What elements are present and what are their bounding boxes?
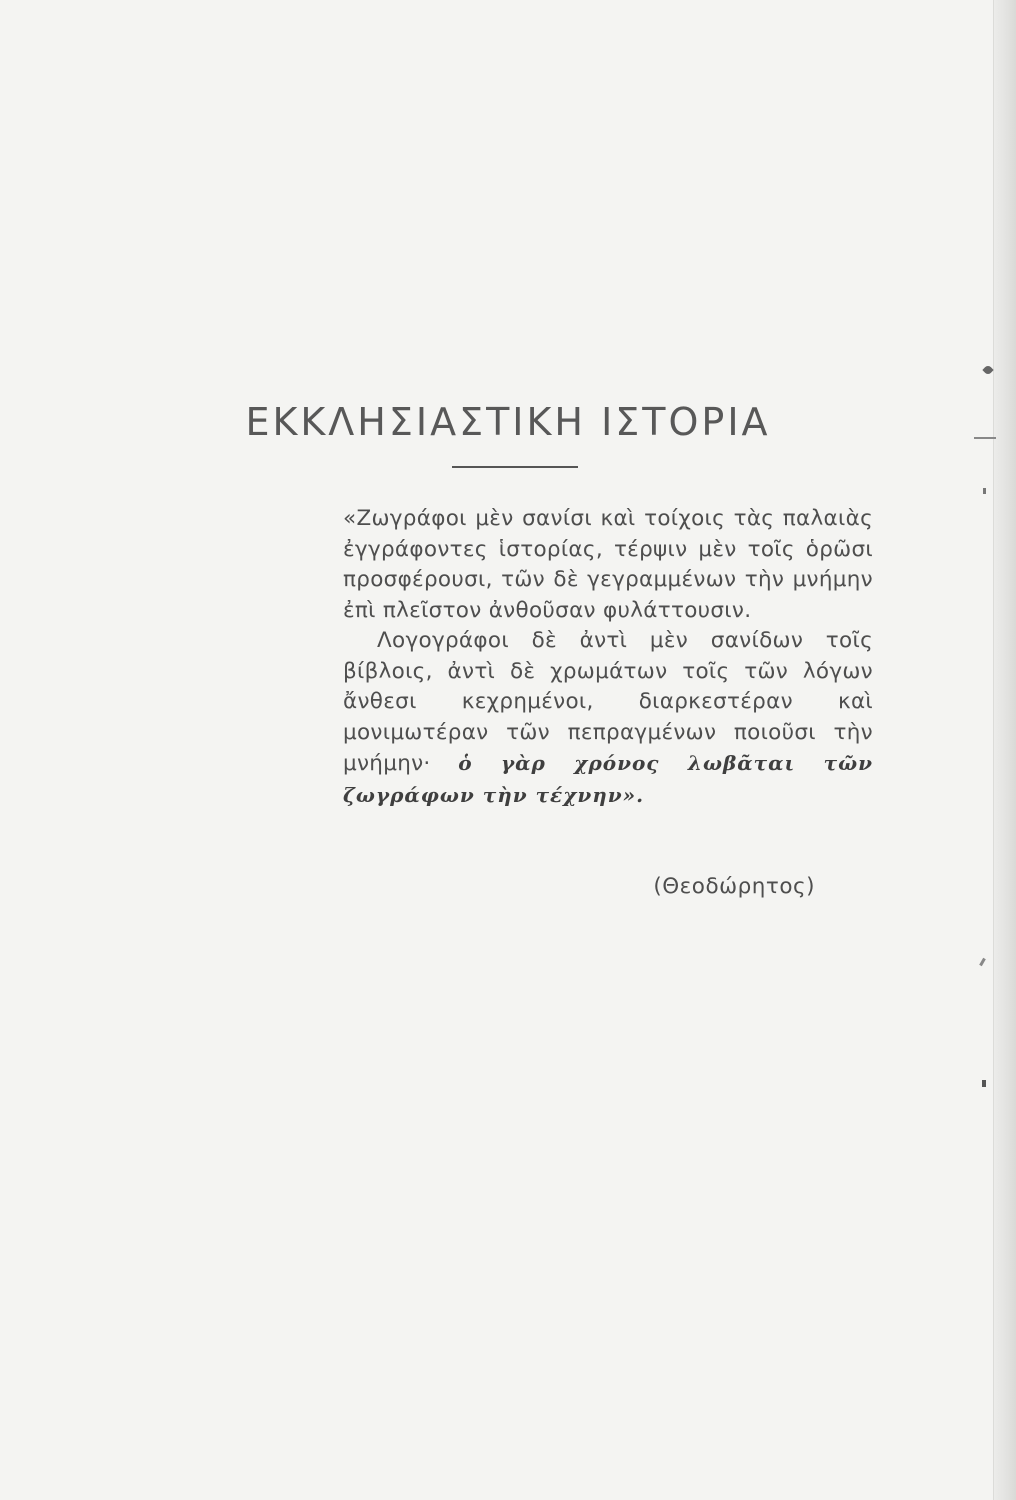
quote-attribution: (Θεοδώρητος) — [653, 874, 815, 899]
quote-paragraph-1: «Ζωγράφοι μὲν σανίσι καὶ τοίχοις τὰς παλαιὰς ἐγγράφοντες ἱστορίας, τέρψιν μὲν τοῖς ὁρῶσι προσφέρουσι, τῶν δὲ γεγραμμένων τὴν μνήμην ἐπὶ πλεῖστον ἀνθοῦσαν φυλάττουσιν. — [343, 506, 873, 623]
edge-mark — [982, 1080, 986, 1087]
quote-paragraph-2-text: Λογογράφοι δὲ ἀντὶ μὲν σανίδων τοῖς βίβλοις, ἀντὶ δὲ χρωμάτων τοῖς τῶν λόγων ἄνθεσι κεχρημένοι, διαρκεστέραν καὶ μονιμωτέραν τῶν πεπραγμένων ποιοῦσι τὴν μνήμην· — [343, 628, 873, 776]
quote-italic-phrase: ὁ γὰρ χρόνος λωβᾶται τῶν ζωγράφων τὴν τέχνην». — [343, 751, 873, 807]
title-divider — [452, 466, 578, 468]
edge-mark — [983, 488, 986, 494]
quote-paragraph-2 — [343, 626, 873, 811]
edge-mark — [979, 958, 986, 966]
edge-mark — [982, 364, 993, 375]
page-title: ΕΚΚΛΗΣΙΑΣΤΙΚΗ ΙΣΤΟΡΙΑ — [245, 400, 771, 444]
epigraph-quote — [343, 504, 873, 811]
page-edge — [993, 0, 1016, 1500]
